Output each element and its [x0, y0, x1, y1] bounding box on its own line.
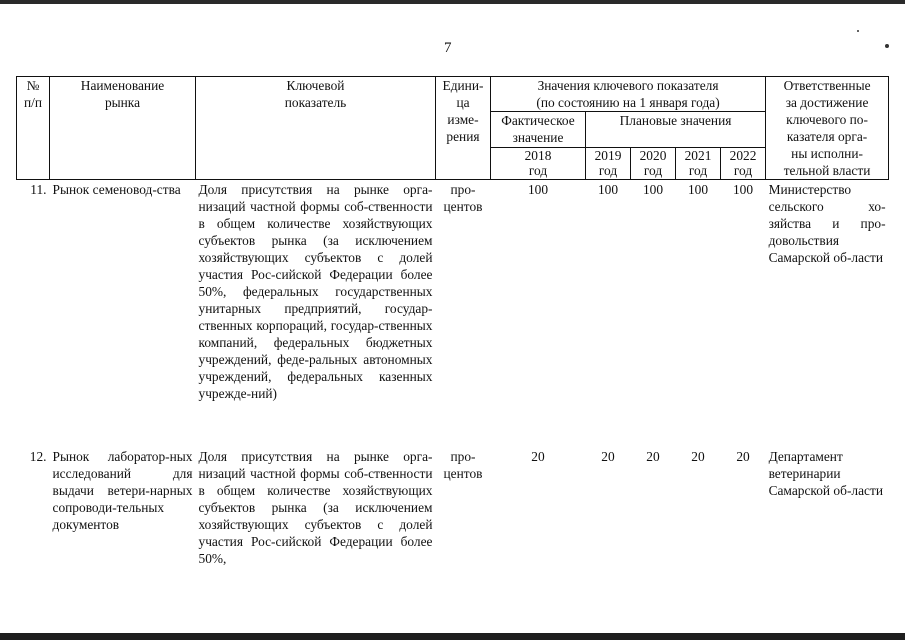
value-2021: 20: [691, 449, 705, 464]
value-2022: 100: [732, 182, 754, 197]
value-2018: 20: [531, 449, 545, 464]
header-values-group: Значения ключевого показателя (по состоянию на 1 января года): [491, 77, 766, 112]
header-year-2019: 2019 год: [586, 147, 631, 179]
value-2022: 20: [736, 449, 750, 464]
unit-text: про- центов: [443, 449, 483, 481]
value-2018: 100: [527, 182, 549, 197]
value-2020: 20: [646, 449, 660, 464]
unit-text: про- центов: [443, 182, 483, 214]
value-2020: 100: [642, 182, 664, 197]
header-year-2020: 2020 год: [631, 147, 676, 179]
header-year-2018: 2018 год: [491, 147, 586, 179]
header-unit: Едини- ца изме- рения: [436, 77, 491, 180]
header-market: Наименование рынка: [50, 77, 196, 180]
responsible-body: Министерство сельского хо-зяйства и про-довольствия Самарской об-ласти: [768, 182, 886, 265]
table-row: [17, 443, 889, 567]
scan-top-edge: [0, 0, 905, 4]
responsible-body: Департамент ветеринарии Самарской об-ласти: [768, 449, 883, 498]
market-name: Рынок лаборатор-ных исследований для выдачи ветери-нарных сопроводи-тельных документов: [52, 449, 193, 532]
row-number: 11.: [30, 182, 47, 197]
page-number: 7: [444, 40, 452, 56]
header-planned: Плановые значения: [586, 112, 766, 147]
header-responsible: Ответственные за достижение ключевого по- казателя орга- ны исполни- тельной власти: [766, 77, 889, 180]
key-indicators-table: [16, 76, 889, 567]
scan-speck: [885, 44, 889, 48]
scan-bottom-edge: [0, 633, 905, 640]
header-num: № п/п: [17, 77, 50, 180]
scan-speck: [857, 30, 859, 32]
indicator-text: Доля присутствия на рынке орга-низаций частной формы соб-ственности в общем количестве хозяйствующих субъектов рынка (за исключением хозяйствующих субъектов с долей участия Рос-сийской Федерации более 50%, федеральных государственных унитарных предприятий, государ-ственных корпораций, государ-ственных компаний, федеральных бюджетных учреждений, феде-ральных автономных учреждений, федеральных казенных учрежде-ний): [198, 182, 433, 401]
header-year-2022: 2022 год: [721, 147, 766, 179]
market-name: Рынок семеновод-ства: [52, 182, 181, 197]
header-year-2021: 2021 год: [676, 147, 721, 179]
value-2019: 100: [597, 182, 619, 197]
indicator-text: Доля присутствия на рынке орга-низаций частной формы соб-ственности в общем количестве хозяйствующих субъектов рынка (за исключением хозяйствующих субъектов с долей участия Рос-сийской Федерации более 50%,: [198, 449, 433, 566]
table-row: [17, 180, 889, 444]
header-actual: Фактическое значение: [491, 112, 586, 147]
value-2019: 20: [601, 449, 615, 464]
row-number: 12.: [29, 449, 47, 464]
value-2021: 100: [687, 182, 709, 197]
header-indicator: Ключевой показатель: [196, 77, 436, 180]
